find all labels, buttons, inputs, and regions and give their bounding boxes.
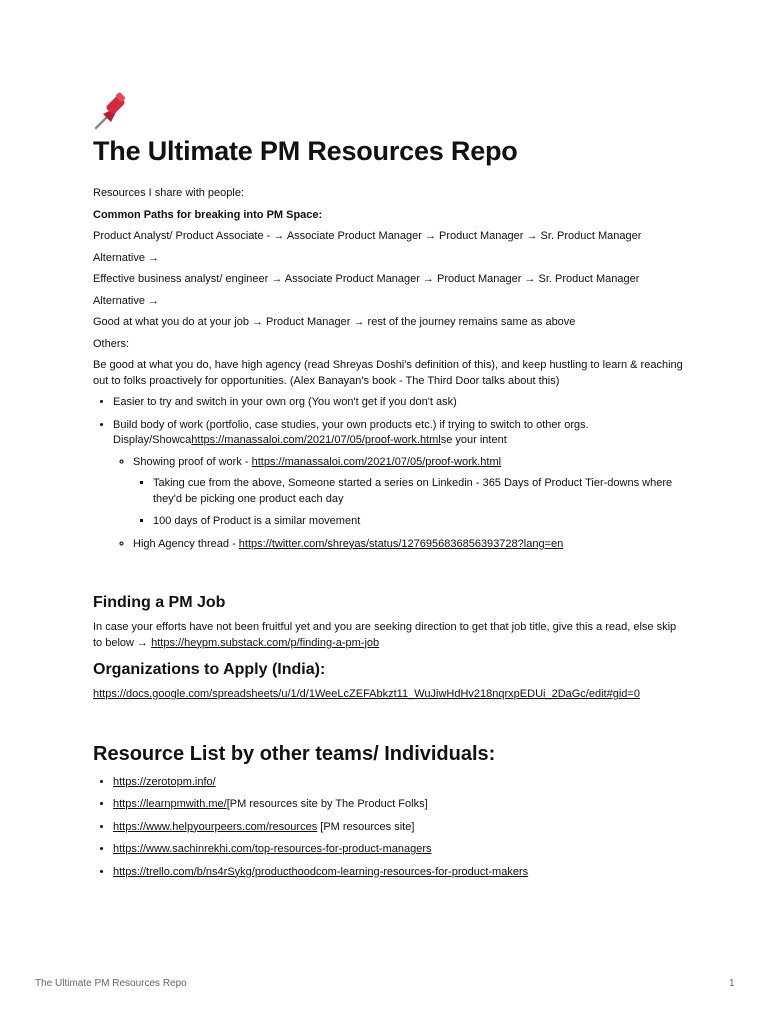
alternative-2: Alternative →: [93, 294, 160, 307]
intro-text: Resources I share with people:: [93, 187, 245, 199]
common-paths-heading: Common Paths for breaking into PM Space:: [93, 208, 323, 221]
proof-work-link-2[interactable]: https://manassaloi.com/2021/07/05/proof-work.html: [251, 455, 502, 468]
others-label: Others:: [93, 337, 130, 350]
organizations-sheet-link[interactable]: https://docs.google.com/spreadsheets/u/1/d/1WeeLcZEFAbkzt11_WuJiwHdHv218nqrxpEDUi_2DaGc/edit#gid=0: [93, 688, 640, 700]
finding-job-text: In case your efforts have not been fruitful yet and you are seeking direction to get that job title, give this a read, else skip to below → https://heypm.substack.com/p/finding-a-pm-job: [93, 621, 677, 649]
footer-title: The Ultimate PM Resources Repo: [35, 978, 187, 989]
resource-list: [93, 775, 683, 881]
list-item: • https://www.helpyourpeers.com/resources [PM resources site]: [113, 820, 683, 836]
organizations-text: [93, 687, 683, 703]
finding-job-heading: Finding a PM Job: [93, 594, 226, 611]
proof-work-link[interactable]: https://manassaloi.com/2021/07/05/proof-work.html: [191, 434, 441, 446]
list-item: • https://learnpmwith.me/[PM resources site by The Product Folks]: [113, 797, 683, 813]
path-3: Good at what you do at your job → Product Manager → rest of the journey remains same as above: [93, 316, 576, 328]
agency-paragraph: Be good at what you do, have high agency (read Shreyas Doshi's definition of this), and keep hustling to learn & reaching out to folks proactively for opportunities. (Alex Banayan's book - The Third Door talks about this): [93, 359, 683, 387]
page-number: 1: [729, 978, 735, 989]
list-item: [113, 842, 683, 858]
document-body: [93, 92, 683, 887]
list-item: ◦ High Agency thread - https://twitter.com/shreyas/status/1276956836856393728?lang=en: [133, 537, 683, 553]
list-item: ▪ 100 days of Product is a similar movement: [153, 514, 683, 530]
organizations-heading: Organizations to Apply (India):: [93, 661, 326, 678]
high-agency-thread-link[interactable]: https://twitter.com/shreyas/status/1276956836856393728?lang=en: [238, 537, 564, 550]
resource-list-heading: Resource List by other teams/ Individuals:: [93, 742, 496, 765]
resource-link[interactable]: https://www.sachinrekhi.com/top-resources-for-product-managers: [113, 843, 432, 855]
path-1: Product Analyst/ Product Associate - → Associate Product Manager → Product Manager → Sr. Product Manager: [93, 230, 642, 242]
list-item: ▪ Taking cue from the above, Someone started a series on Linkedin - 365 Days of Product Tier-downs where they'd be picking one product each day: [153, 476, 683, 507]
list-item: • Build body of work (portfolio, case studies, your own products etc.) if trying to switch to other orgs. Display/Showcahttps://manassaloi.com/2021/07/05/proof-work.htmlse your intent ◦ Showing proof of work - https://manassaloi.com/2021/07/05/proof-work.html ▪ Taking cue from the above, Someone started a series on Linkedin - 365 Days of Product Tier-downs where they'd be picking one product each day ▪ 100 days of Product is a similar movement ◦ High Agency thread - https://twitter.com/shreyas/status/1276956836856393728?lang=en: [113, 418, 683, 553]
finding-job-link[interactable]: https://heypm.substack.com/p/finding-a-pm-job: [151, 636, 380, 649]
list-item: ◦ Showing proof of work - https://manassaloi.com/2021/07/05/proof-work.html ▪ Taking cue from the above, Someone started a series on Linkedin - 365 Days of Product Tier-downs where they'd be picking one product each day ▪ 100 days of Product is a similar movement: [133, 455, 683, 530]
resource-link[interactable]: https://learnpmwith.me/: [113, 798, 227, 810]
resource-link[interactable]: https://www.helpyourpeers.com/resources: [113, 820, 318, 833]
list-item: • Easier to try and switch in your own org (You won't get if you don't ask): [113, 395, 683, 411]
list-item: [113, 865, 683, 881]
resource-link[interactable]: https://zerotopm.info/: [113, 775, 216, 788]
advice-list: [93, 395, 683, 552]
pushpin-icon: [91, 92, 131, 132]
page-title: The Ultimate PM Resources Repo: [93, 136, 518, 166]
list-item: [113, 775, 683, 791]
path-2: Effective business analyst/ engineer → Associate Product Manager → Product Manager → Sr. Product Manager: [93, 273, 640, 285]
alternative-1: Alternative →: [93, 251, 160, 264]
resource-link[interactable]: https://trello.com/b/ns4rSykg/producthoodcom-learning-resources-for-product-makers: [113, 865, 529, 878]
